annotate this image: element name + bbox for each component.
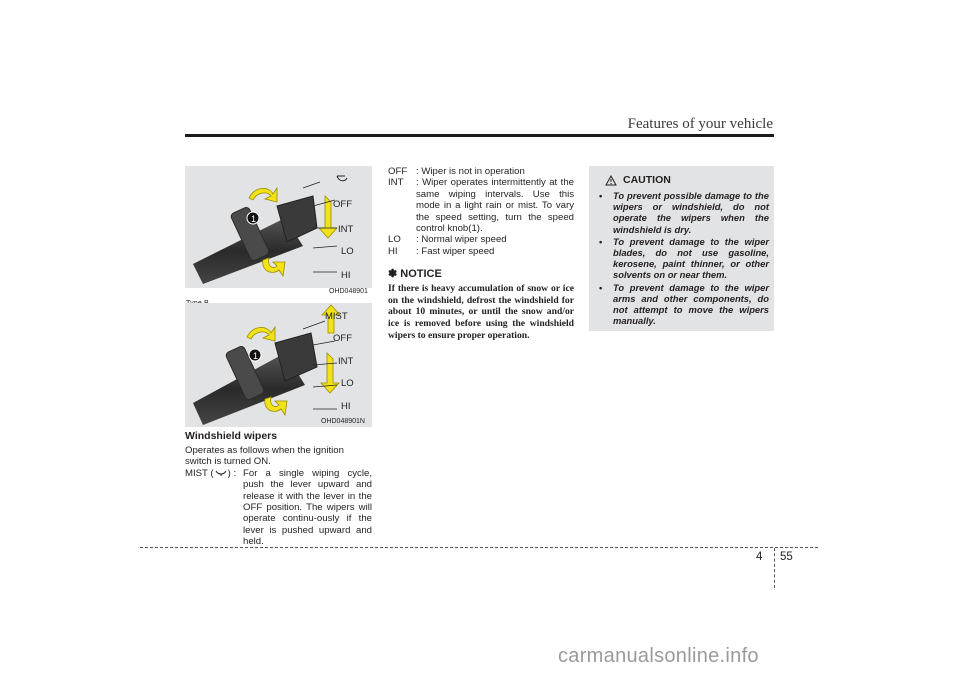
mode-lo xyxy=(388,234,574,245)
notice-body: If there is heavy accumulation of snow or ice on the windshield, defrost the windshield for about 10 minutes, or until the snow and/or ice is removed before using the windshield wipers to ensure proper operation. xyxy=(388,283,574,341)
mist-definition xyxy=(185,468,372,548)
type-b-hi-label: HI xyxy=(341,401,351,412)
type-a-hi-label: HI xyxy=(341,270,351,281)
mist-term-prefix: MIST ( xyxy=(185,467,214,479)
site-watermark: carmanualsonline.info xyxy=(558,645,759,667)
type-b-lo-label: LO xyxy=(341,378,354,389)
footer-dashed-rule xyxy=(140,547,818,548)
caution-header xyxy=(605,174,671,186)
caution-box xyxy=(589,166,774,331)
caution-item-3: • To prevent damage to the wiper arms and other components, do not attempt to move the wipers manually. xyxy=(595,282,769,327)
mode-off-desc: : Wiper is not in operation xyxy=(416,166,525,177)
section-title: Windshield wipers xyxy=(185,430,278,442)
type-b-off-label: OFF xyxy=(333,333,352,344)
type-a-off-label: OFF xyxy=(333,199,352,210)
caution-item-2: • To prevent damage to the wiper blades, do not use gasoline, kerosene, paint thinner, or other solvents on or near them. xyxy=(595,236,769,281)
warning-triangle-icon xyxy=(605,175,617,186)
footer-vertical-dashed-rule xyxy=(774,548,775,588)
mode-hi-term: HI xyxy=(388,245,398,257)
windshield-wipers-section xyxy=(185,430,372,548)
svg-text:1: 1 xyxy=(253,351,259,361)
type-a-lo-label: LO xyxy=(341,246,354,257)
mode-lo-desc: : Normal wiper speed xyxy=(416,234,507,246)
mist-term-suffix: ) : xyxy=(227,467,237,479)
page-number: 55 xyxy=(780,551,793,563)
mode-int xyxy=(388,177,574,234)
type-b-int-label: INT xyxy=(338,356,354,367)
type-b-mist-label: MIST xyxy=(325,311,348,322)
figure-a-code: OHD048901 xyxy=(329,288,368,295)
mode-int-term: INT xyxy=(388,177,404,189)
type-a-int-label: INT xyxy=(338,224,354,235)
mode-off-term: OFF xyxy=(388,166,408,177)
mist-wiper-icon xyxy=(214,469,228,477)
caution-list xyxy=(595,190,769,327)
page-header-title: Features of your vehicle xyxy=(627,116,773,132)
mode-hi-desc: : Fast wiper speed xyxy=(416,245,495,257)
notice-title: ✽ NOTICE xyxy=(388,268,442,281)
svg-text:1: 1 xyxy=(251,214,257,224)
mist-term xyxy=(185,468,243,548)
wipers-intro: Operates as follows when the ignition switch is turned ON. xyxy=(185,445,344,468)
mode-int-desc: : Wiper operates intermittently at the same wiping intervals. Use this mode in a light rain or mist. To vary the speed setting, turn the speed control knob(1). xyxy=(416,177,574,235)
mode-hi xyxy=(388,246,574,257)
wiper-modes-column xyxy=(388,166,574,341)
chapter-number: 4 xyxy=(756,551,763,563)
caution-item-1: • To prevent possible damage to the wipers or windshield, do not operate the wipers when the windshield is dry. xyxy=(595,190,769,235)
caution-title: CAUTION xyxy=(623,174,671,186)
mist-description: For a single wiping cycle, push the lever upward and release it with the lever in the OFF position. The wipers will operate continu-ously if the lever is pushed upward and held. xyxy=(243,467,372,548)
mode-lo-term: LO xyxy=(388,234,401,246)
mode-off xyxy=(388,166,574,177)
header-rule xyxy=(185,134,774,137)
figure-b-code: OHD048901N xyxy=(321,418,365,425)
